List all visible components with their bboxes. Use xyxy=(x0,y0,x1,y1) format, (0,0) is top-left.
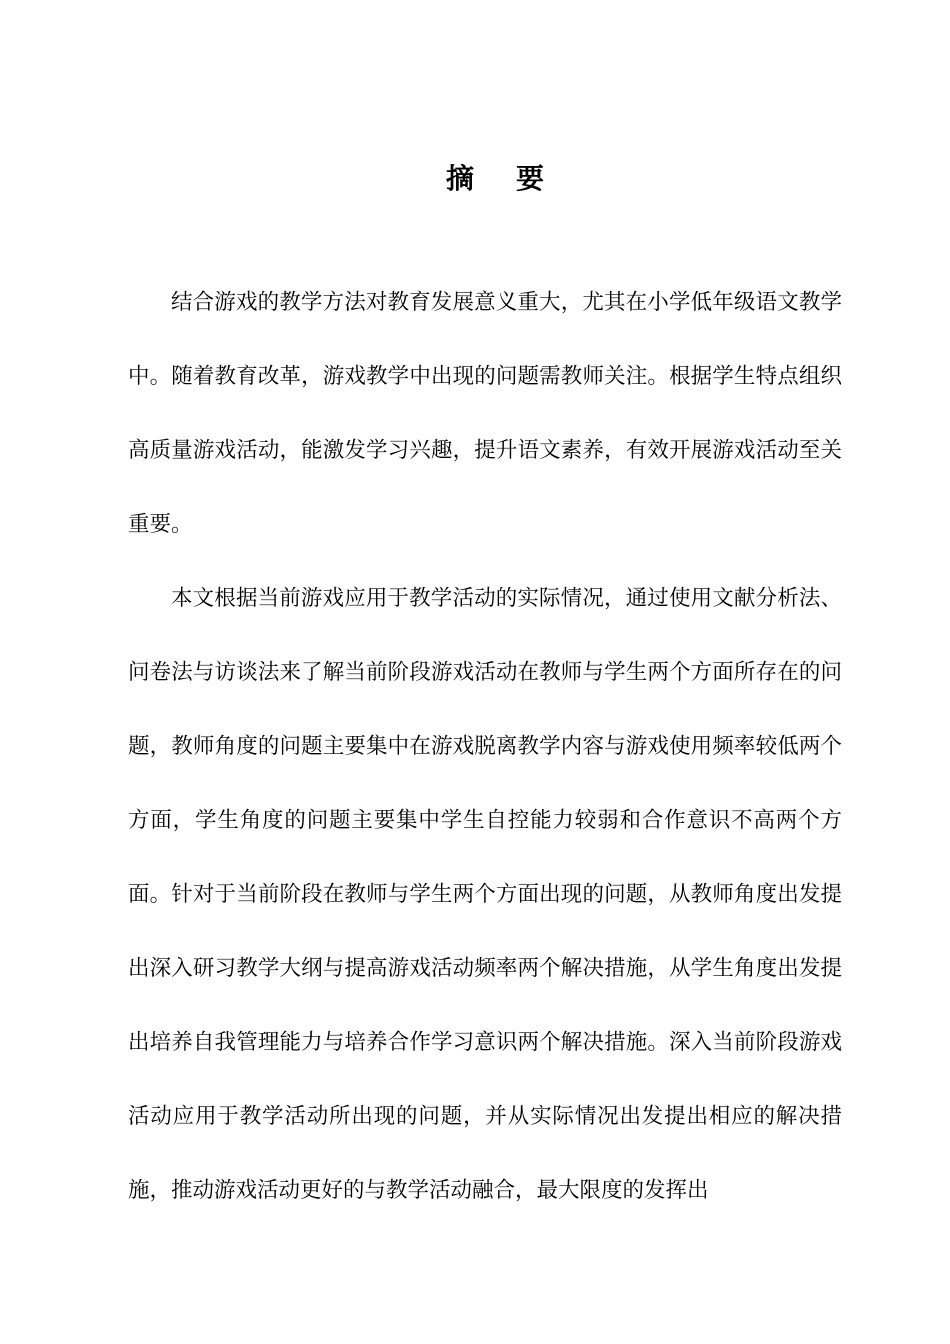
abstract-title-char-2: 要 xyxy=(516,162,545,195)
abstract-title-char-1: 摘 xyxy=(445,162,474,195)
abstract-paragraph-2: 本文根据当前游戏应用于教学活动的实际情况，通过使用文献分析法、问卷法与访谈法来了解当前阶段游戏活动在教师与学生两个方面所存在的问题，教师角度的问题主要集中在游戏脱离教学内容与游戏使用频率较低两个方面，学生角度的问题主要集中学生自控能力较弱和合作意识不高两个方面。针对于当前阶段在教师与学生两个方面出现的问题，从教师角度出发提出深入研习教学大纲与提高游戏活动频率两个解决措施，从学生角度出发提出培养自我管理能力与培养合作学习意识两个解决措施。深入当前阶段游戏活动应用于教学活动所出现的问题，并从实际情况出发提出相应的解决措施，推动游戏活动更好的与教学活动融合，最大限度的发挥出 xyxy=(128,586,842,1203)
abstract-title xyxy=(0,154,950,204)
abstract-body xyxy=(128,266,842,1228)
abstract-paragraph-1: 结合游戏的教学方法对教育发展意义重大，尤其在小学低年级语文教学中。随着教育改革，游戏教学中出现的问题需教师关注。根据学生特点组织高质量游戏活动，能激发学习兴趣，提升语文素养，有效开展游戏活动至关重要。 xyxy=(128,290,842,537)
